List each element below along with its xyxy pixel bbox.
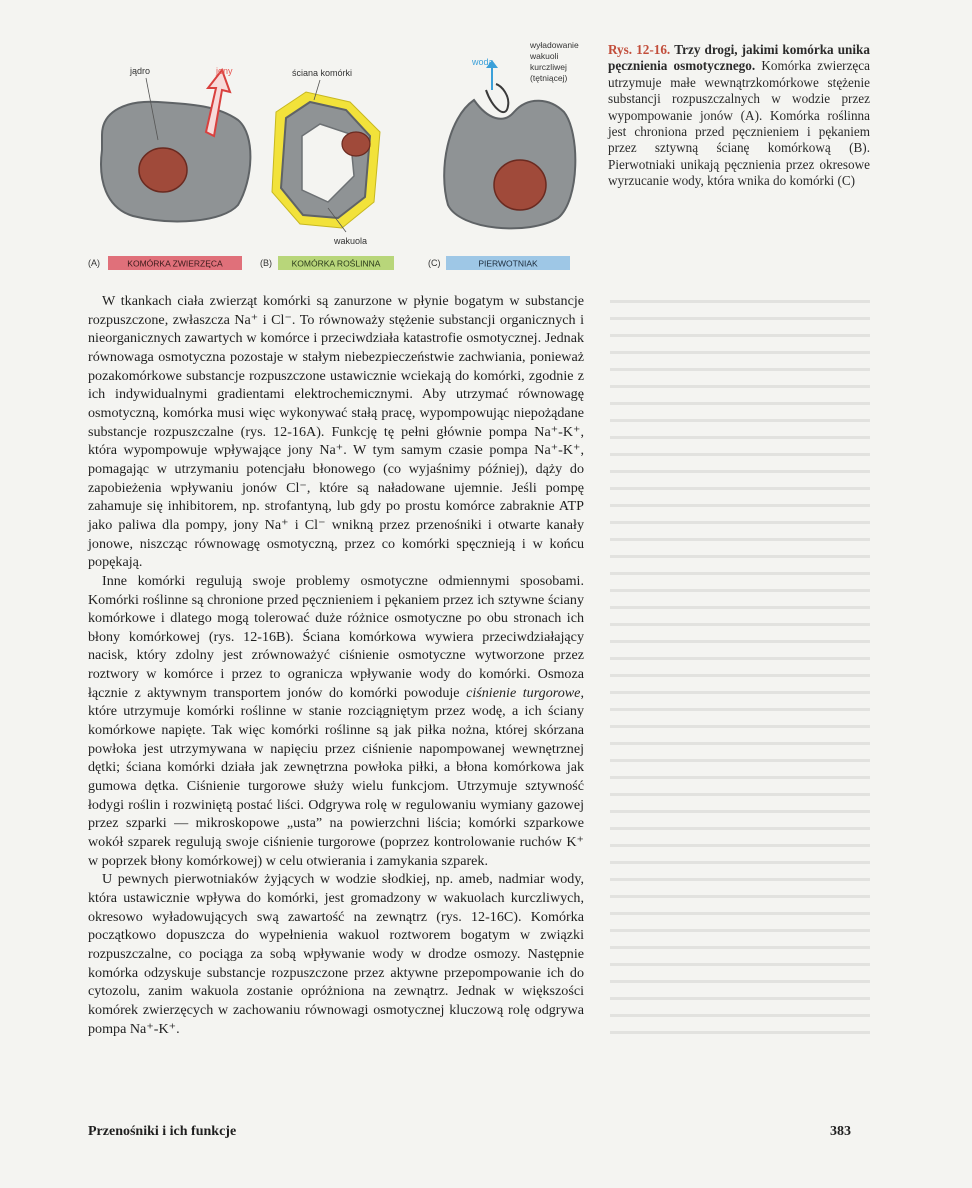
bleed-through-text — [610, 300, 870, 1048]
paragraph-2 — [88, 572, 584, 871]
page-number: 383 — [830, 1124, 851, 1139]
contractile-vacuole-label-line-3: kurczliwej — [530, 62, 567, 72]
ions-label: jony — [216, 66, 233, 76]
animal-cell-nucleus — [139, 148, 187, 192]
contractile-vacuole-label-line-4: (tętniącej) — [530, 73, 568, 83]
contractile-vacuole-label-line-1: wyładowanie — [530, 40, 579, 50]
paragraph-1: W tkankach ciała zwierząt komórki są zanurzone w płynie bogatym w substancje rozpuszczone, zwłaszcza Na⁺ i Cl⁻. To równoważy stężenie substancji organicznych i nieorganicznych zawartych w komórce i przeciwdziała katastrofie osmotycznej. Jednak równowaga osmotyczna pozostaje w stałym niebezpieczeństwie zachwiania, ponieważ pozakomórkowe substancje rozpuszczone ustawicznie wciekają do komórki, zgodnie z ich indywidualnymi gradientami elektrochemicznymi. Aby utrzymać równowagę osmotyczną, komórka musi więc wykonywać stałą pracę, wypompowując niepożądane substancje rozpuszczalne (rys. 12-16A). Funkcję tę pełni głównie pompa Na⁺-K⁺, która wypompowuje wpływające jony Na⁺. W tym samym czasie pompa Na⁺-K⁺, pomagając w utrzymaniu potencjału błonowego (co wyjaśnimy później), dąży do zapobieżenia wpływaniu jonów Cl⁻, które są naładowane ujemnie. Jeśli pompę zahamuje się inhibitorem, np. strofantyną, lub gdy po prostu komórce zabraknie ATP jako paliwa dla pompy, jony Na⁺ i Cl⁻ wnikną przez przenośniki i otwarte kanały jonowe, niszcząc równowagę osmotyczną, przez co komórki spęcznieją i w końcu popękają. — [88, 293, 584, 571]
panel-b-name: KOMÓRKA ROŚLINNA — [291, 258, 381, 269]
figure-12-16 — [88, 40, 588, 280]
caption-text: Komórka zwierzęca utrzymuje małe wewnątrzkomórkowe stężenie substancji rozpuszczalnych w wodzie przez wypompowanie jonów (A). Komórka roślinna jest chroniona przed pęcznieniem i pękaniem przez sztywną ścianę komórkową (B). Pierwotniaki unikają pęcznienia przez okresowe wyrzucanie wody, która wnika do komórki (C) — [608, 58, 870, 189]
paragraph-3: U pewnych pierwotniaków żyjących w wodzie słodkiej, np. ameb, nadmiar wody, która ustawicznie wpływa do komórki, jest gromadzony w wakuolach kurczliwych, okresowo wyładowujących swą zawartość na zewnątrz (rys. 12-16C). Komórka początkowo dopuszcza do wypełnienia wakuol roztworem bogatym w związki rozpuszczalne, co pociąga za sobą wpływanie wody w drodze osmozy. Następnie komórka odzyskuje substancje rozpuszczone przez aktywne przepompowanie ich do cytozolu, zanim wakuola zostanie opróżniona na zewnątrz. Jednak w większości komórek zwierzęcych w zachowaniu równowagi osmotycznej kluczową rolę odgrywa pompa Na⁺-K⁺. — [88, 871, 584, 1037]
paragraph-2-part-b: , które utrzymuje komórki roślinne w stanie rozciągniętym przez wodę, a ich ściany komórkowe napięte. Tak więc komórki roślinne są jak piłka nożna, której skórzana powłoka jest utrzymywana w napięciu przez ciśnienie napompowanej wewnętrznej dętki; ściana komórki działa jak zewnętrzna powłoka piłki, a błona komórkowa jak gumowa dętka. Ciśnienie turgorowe służy wielu funkcjom. Utrzymuje sztywność łodygi roślin i rozwiniętą postać liści. Odgrywa rolę w regulowaniu wymiany gazowej przez szparki — mikroskopowe „usta” na powierzchni liścia; komórki szparkowe wokół szparek regulują swoje ciśnienie turgorowe (poprzez kontrolowanie ruchów K⁺ w poprzek błony komórkowej) w celu otwierania i zamykania szparek. — [88, 684, 584, 869]
footer-section-title: Przenośniki i ich funkcje — [88, 1124, 237, 1139]
panel-c-letter: (C) — [428, 258, 441, 268]
panel-c-name: PIERWOTNIAK — [478, 258, 538, 269]
panel-a-letter: (A) — [88, 258, 100, 268]
vacuole-label: wakuola — [334, 236, 368, 246]
nucleus-label: jądro — [130, 66, 151, 76]
caption-title: Trzy drogi, jakimi komórka unika pęcznienia osmotycznego. — [608, 42, 870, 74]
water-label: woda — [472, 57, 494, 67]
body-text — [88, 292, 584, 1038]
panel-b-letter: (B) — [260, 258, 272, 268]
contractile-vacuole-label-line-2: wakuoli — [530, 51, 559, 61]
term-turgor-pressure: ciśnienie turgorowe — [466, 684, 581, 701]
cell-wall-label: ściana komórki — [292, 68, 353, 78]
contractile-vacuole — [486, 84, 508, 112]
osmotic-swelling-diagram — [88, 40, 588, 280]
figure-caption — [608, 42, 870, 190]
caption-number: Rys. 12-16. — [608, 42, 671, 57]
plant-cell-nucleus — [342, 132, 370, 156]
protozoan-nucleus — [494, 160, 546, 210]
panel-a-name: KOMÓRKA ZWIERZĘCA — [127, 258, 223, 269]
paragraph-2-part-a: Inne komórki regulują swoje problemy osmotyczne odmiennymi sposobami. Komórki roślinne są chronione przed pęcznieniem i pękaniem przez ich sztywne ściany komórkowe i dlatego mogą tolerować duże różnice osmotyczne po obu stronach ich błony komórkowej (rys. 12-16B). Ściana komórkowa wywiera przeciwdziałający nacisk, który zdolny jest zrównoważyć ciśnienie osmotyczne wytworzone przez roztwory w komórce i przez to ogranicza wpływanie wody do komórki. Osmoza łącznie z aktywnym transportem jonów do komórki powoduje — [88, 572, 584, 701]
